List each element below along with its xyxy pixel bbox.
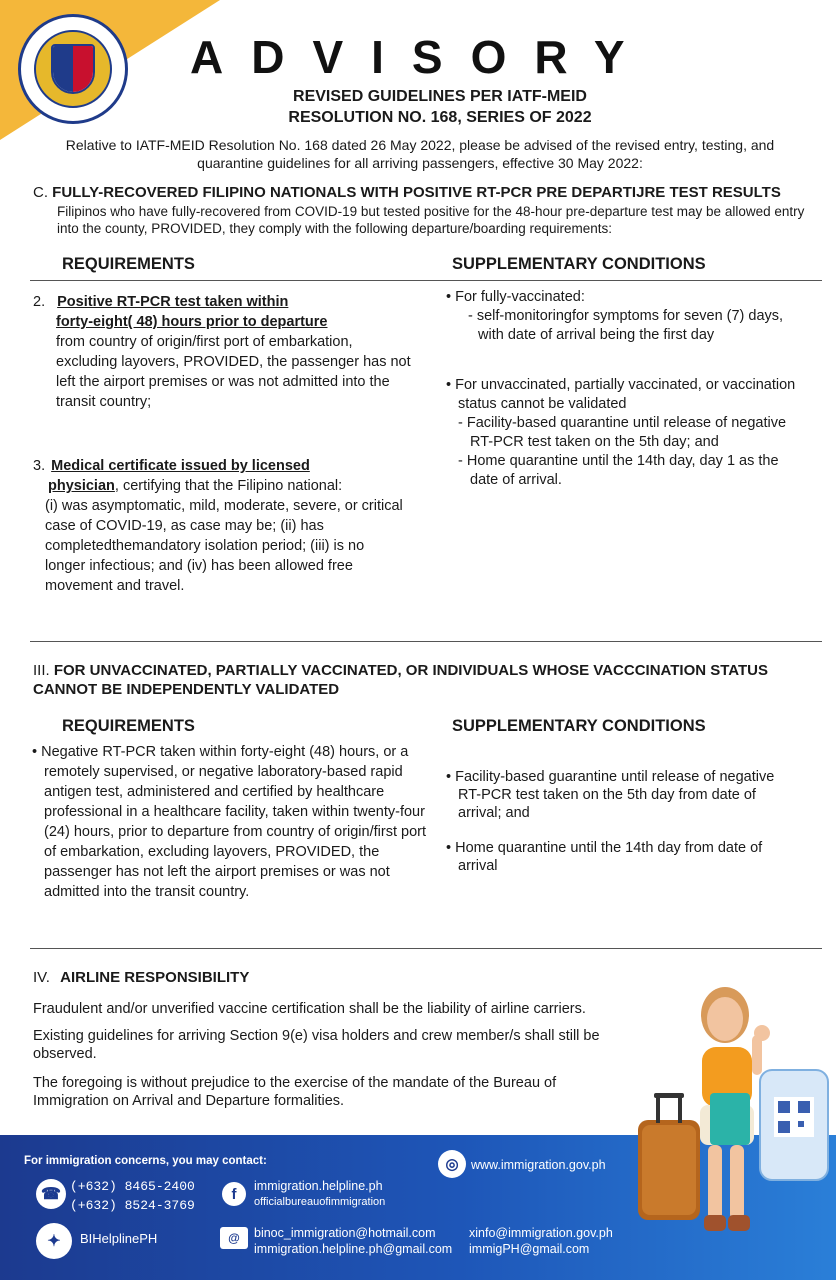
email-1[interactable]: binoc_immigration@hotmail.com — [254, 1226, 436, 1240]
twitter-icon: ✦ — [36, 1223, 72, 1259]
divider — [30, 641, 822, 642]
contact-label: For immigration concerns, you may contact: — [24, 1155, 267, 1167]
sup2-item-1: - Facility-based quarantine until release of negative RT-PCR test taken on the 5th day; and — [458, 415, 787, 450]
section-iv-paragraph-1: Fraudulent and/or unverified vaccine certification shall be the liability of airline carriers. — [33, 1001, 586, 1017]
req3-number: 3. — [33, 458, 46, 474]
sup2-head: • For unvaccinated, partially vaccinated, or vaccination status cannot be validated — [446, 377, 796, 412]
section-iii-supplementary-1: • Facility-based guarantine until release of negative RT-PCR test taken on the 5th day from date of arrival; and — [446, 769, 775, 821]
section-c-title: FULLY-RECOVERED FILIPINO NATIONALS WITH POSITIVE RT-PCR PRE DEPARTIJRE TEST RESULTS — [52, 184, 781, 201]
divider — [30, 948, 822, 949]
facebook-link-2[interactable]: officialbureauofimmigration — [254, 1196, 386, 1208]
traveler-illustration — [620, 975, 835, 1265]
section-iii-heading — [33, 661, 793, 699]
req3-title-a: Medical certificate issued by licensed — [51, 458, 310, 474]
email-list-left — [254, 1225, 452, 1257]
email-4[interactable]: immigPH@gmail.com — [469, 1242, 590, 1256]
seal-shield — [51, 44, 95, 94]
subtitle-line-1: REVISED GUIDELINES PER IATF-MEID — [293, 88, 587, 105]
section-iii-requirement: • Negative RT-PCR taken within forty-eight (48) hours, or a remotely supervised, or negative laboratory-based rapid antigen test, administered and certified by healthcare professional in a healthcare facility, taken within twenty-four (24) hours, prior to departure from country of origin/first port of embarkation, excluding layovers, PROVIDED, the passenger has not left the airport premises or was not admitted into the transit country. — [32, 744, 426, 900]
page-subtitle — [230, 86, 650, 128]
req3-after: , certifying that the Filipino national: — [114, 478, 343, 494]
twitter-handle[interactable]: BIHelplinePH — [80, 1231, 158, 1246]
website-link[interactable]: www.immigration.gov.ph — [471, 1158, 606, 1172]
section-c-supplementary-header: SUPPLEMENTARY CONDITIONS — [452, 255, 706, 273]
section-c-supplementary-2 — [446, 376, 806, 490]
bureau-seal-logo — [18, 14, 128, 124]
section-iv-paragraph-2: Existing guidelines for arriving Section 9(e) visa holders and crew member/s shall still be observed. — [33, 1028, 600, 1062]
req2-body: from country of origin/first port of embarkation, excluding layovers, PROVIDED, the passenger has not left the airport premises or was not admitted into the transit country; — [56, 334, 411, 410]
phone-numbers — [70, 1177, 195, 1215]
phone-qr-icon — [760, 1070, 828, 1180]
req3-body: (i) was asymptomatic, mild, moderate, severe, or critical case of COVID-19, as case may be; (ii) has completedthemandatory isolation period; (iii) is no longer infectious; and (iv) has been allowed free movement and travel. — [45, 498, 403, 594]
section-iv-title: AIRLINE RESPONSIBILITY — [60, 969, 250, 986]
divider — [30, 280, 822, 281]
facebook-link-1[interactable]: immigration.helpline.ph — [254, 1179, 383, 1193]
section-iii-title: FOR UNVACCINATED, PARTIALLY VACCINATED, OR INDIVIDUALS WHOSE VACCCINATION STATUS CANNOT BE INDEPENDENTLY VALIDATED — [33, 662, 769, 698]
section-c-heading — [33, 183, 781, 202]
sup1-item: - self-monitoringfor symptoms for seven (7) days, with date of arrival being the first day — [468, 308, 784, 343]
intro-text: Relative to IATF-MEID Resolution No. 168 dated 26 May 2022, please be advised of the revised entry, testing, and quarantine guidelines for all arriving passengers, effective 30 May 2022: — [65, 137, 775, 171]
facebook-links — [254, 1178, 385, 1210]
section-c-prefix: C. — [33, 184, 48, 201]
section-c-requirements-header: REQUIREMENTS — [62, 255, 195, 273]
req2-title-b: forty-eight( 48) hours prior to departure — [56, 314, 328, 330]
email-list-right — [469, 1225, 613, 1257]
req2-title-a: Positive RT-PCR test taken within — [57, 294, 289, 310]
subtitle-line-2: RESOLUTION NO. 168, SERIES OF 2022 — [288, 109, 592, 126]
section-iv-heading — [33, 968, 249, 987]
phone-1[interactable]: (+632) 8465-2400 — [70, 1179, 195, 1194]
section-c-requirement-3 — [33, 456, 418, 596]
page-title: ADVISORY — [190, 31, 653, 83]
section-iii-supplementary-header: SUPPLEMENTARY CONDITIONS — [452, 717, 706, 735]
section-c-description: Filipinos who have fully-recovered from COVID-19 but tested positive for the 48-hour pre-departure test may be allowed entry into the county, PROVIDED, they comply with the following departure/boarding requirements: — [57, 204, 805, 236]
section-c-requirement-2 — [33, 292, 413, 412]
section-iii-prefix: III. — [33, 662, 50, 679]
sup1-head: • For fully-vaccinated: — [446, 289, 585, 305]
section-iv-paragraph-3: The foregoing is without prejudice to the exercise of the mandate of the Bureau of Immigration on Arrival and Departure formalities. — [33, 1075, 557, 1109]
globe-icon: ◎ — [438, 1150, 466, 1178]
phone-icon: ☎ — [36, 1179, 66, 1209]
section-iv-prefix: IV. — [33, 969, 50, 986]
email-2[interactable]: xinfo@immigration.gov.ph — [469, 1226, 613, 1240]
suitcase-icon — [638, 1093, 700, 1220]
req3-title-b: physician — [48, 478, 115, 494]
sup2-item-2: - Home quarantine until the 14th day, day 1 as the date of arrival. — [458, 453, 779, 488]
email-3[interactable]: immigration.helpline.ph@gmail.com — [254, 1242, 453, 1256]
section-iii-requirements-header: REQUIREMENTS — [62, 717, 195, 735]
req2-number: 2. — [33, 294, 46, 310]
section-iii-supplementary-2: • Home quarantine until the 14th day from date of arrival — [446, 840, 763, 874]
seal-inner-ring — [34, 30, 112, 108]
facebook-icon: f — [222, 1182, 246, 1206]
email-icon: @ — [220, 1227, 248, 1249]
section-c-supplementary-1 — [446, 288, 806, 345]
phone-2[interactable]: (+632) 8524-3769 — [70, 1198, 195, 1213]
